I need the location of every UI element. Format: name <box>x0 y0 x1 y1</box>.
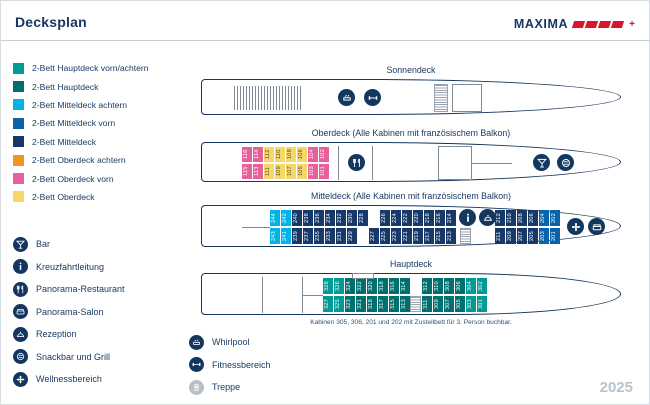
cabin-115[interactable]: 115 <box>242 164 252 179</box>
legend-item <box>13 133 188 151</box>
cabin-304[interactable]: 304 <box>466 278 476 294</box>
legend-swatch <box>13 173 24 184</box>
deck-title-oberdeck: Oberdeck (Alle Kabinen mit französischem Balkon) <box>311 128 511 138</box>
cabin-229[interactable]: 229 <box>347 228 357 244</box>
cabin-211[interactable]: 211 <box>495 228 505 244</box>
deck-hull-oberdeck <box>201 142 621 182</box>
grill-icon <box>13 349 28 364</box>
legend-swatch <box>13 136 24 147</box>
cabin-235[interactable]: 235 <box>314 228 324 244</box>
cabin-102[interactable]: 102 <box>319 147 329 162</box>
sundeck-structure <box>452 84 482 112</box>
cabin-234[interactable]: 234 <box>325 210 335 226</box>
cabin-106[interactable]: 106 <box>297 147 307 162</box>
page-header <box>1 1 650 41</box>
facility-label: Rezeption <box>36 329 77 340</box>
facility-label: Wellnessbereich <box>36 374 102 385</box>
cabin-241[interactable]: 241 <box>281 228 291 244</box>
deck-hull-mitteldeck <box>201 205 621 247</box>
cabin-310[interactable]: 310 <box>433 278 443 294</box>
legend-item <box>13 59 188 77</box>
cabin-116[interactable]: 116 <box>242 147 252 162</box>
rezeption-badge-mitteldeck <box>479 209 496 226</box>
cabin-305[interactable]: 305 <box>455 296 465 312</box>
brand-logo <box>514 17 635 31</box>
cabin-111[interactable]: 111 <box>264 164 274 179</box>
facility-item-kreuzfahrtleitung <box>13 256 193 279</box>
deck-divider <box>338 146 339 180</box>
deck-corridor-line <box>242 227 270 228</box>
cabin-category-legend <box>13 59 188 206</box>
cabin-212[interactable]: 212 <box>495 210 505 226</box>
cabin-325[interactable]: 325 <box>334 296 344 312</box>
legend-swatch <box>13 118 24 129</box>
cabin-202[interactable]: 202 <box>550 210 560 226</box>
cabin-320[interactable]: 320 <box>367 278 377 294</box>
grill-icon <box>557 154 574 171</box>
cabin-322[interactable]: 322 <box>356 278 366 294</box>
wellness-badge-mitteldeck <box>567 218 584 235</box>
facility-label: Kreuzfahrtleitung <box>36 261 105 272</box>
deck-title-mitteldeck: Mitteldeck (Alle Kabinen mit französischem Balkon) <box>311 191 511 201</box>
bell-icon <box>13 327 28 342</box>
cabin-209[interactable]: 209 <box>506 228 516 244</box>
cabin-203[interactable]: 203 <box>539 228 549 244</box>
cabin-311[interactable]: 311 <box>422 296 432 312</box>
cabin-242[interactable]: 242 <box>281 210 291 226</box>
cabin-306[interactable]: 306 <box>455 278 465 294</box>
cabin-218[interactable]: 218 <box>424 210 434 226</box>
facility-item-rezeption <box>13 323 193 346</box>
facility-item-fitnessbereich <box>189 354 389 377</box>
bar-badge-oberdeck <box>533 154 550 171</box>
cabin-323[interactable]: 323 <box>345 296 355 312</box>
legend-swatch <box>13 155 24 166</box>
cabin-223[interactable]: 223 <box>391 228 401 244</box>
facility-legend-secondary <box>189 331 389 399</box>
hauptdeck-structure <box>352 273 374 279</box>
cabin-243[interactable]: 243 <box>270 228 280 244</box>
cabin-113[interactable]: 113 <box>253 164 263 179</box>
cocktail-glass-icon <box>13 237 28 252</box>
cabin-302[interactable]: 302 <box>477 278 487 294</box>
bell-icon <box>479 209 496 226</box>
cabin-note: Kabinen 305, 306, 201 und 202 mit Zustellbett für 3. Person buchbar. <box>310 319 512 326</box>
facility-label: Snackbar und Grill <box>36 351 111 362</box>
cabin-232[interactable]: 232 <box>336 210 346 226</box>
sundeck-seating-area <box>234 86 302 110</box>
cabin-205[interactable]: 205 <box>528 228 538 244</box>
cabin-313[interactable]: 313 <box>400 296 410 312</box>
cabin-222[interactable]: 222 <box>402 210 412 226</box>
legend-item <box>13 114 188 132</box>
cabin-208[interactable]: 208 <box>517 210 527 226</box>
cabin-210[interactable]: 210 <box>506 210 516 226</box>
oberdeck-structure <box>438 146 472 180</box>
facility-item-bar <box>13 233 193 256</box>
cabin-213[interactable]: 213 <box>446 228 456 244</box>
deck-hull-sonnendeck <box>201 79 621 115</box>
cabin-206[interactable]: 206 <box>528 210 538 226</box>
cabin-217[interactable]: 217 <box>424 228 434 244</box>
legend-swatch <box>13 99 24 110</box>
deck-divider <box>372 146 373 180</box>
cabin-204[interactable]: 204 <box>539 210 549 226</box>
deck-corridor-line <box>302 295 323 296</box>
facility-item-panorama-restaurant <box>13 278 193 301</box>
cabin-110[interactable]: 110 <box>275 147 285 162</box>
facility-label: Fitnessbereich <box>212 359 271 370</box>
facility-item-wellnessbereich <box>13 368 193 391</box>
grill-badge-oberdeck <box>557 154 574 171</box>
cabin-224[interactable]: 224 <box>391 210 401 226</box>
cabin-319[interactable]: 319 <box>367 296 377 312</box>
deck-title-hauptdeck: Hauptdeck <box>389 259 433 269</box>
page-title: Decksplan <box>15 14 87 30</box>
legend-label: 2-Bett Mitteldeck achtern <box>32 99 128 110</box>
facility-label: Treppe <box>212 382 241 393</box>
cabin-216[interactable]: 216 <box>435 210 445 226</box>
legend-label: 2-Bett Oberdeck vorn <box>32 173 114 184</box>
cabin-231[interactable]: 231 <box>336 228 346 244</box>
sofa-icon <box>13 304 28 319</box>
cabin-114[interactable]: 114 <box>253 147 263 162</box>
cabin-324[interactable]: 324 <box>345 278 355 294</box>
whirlpool-badge-sonnendeck <box>338 89 355 106</box>
deck-title-sonnendeck: Sonnendeck <box>386 65 436 75</box>
cabin-207[interactable]: 207 <box>517 228 527 244</box>
cabin-109[interactable]: 109 <box>275 164 285 179</box>
cabin-220[interactable]: 220 <box>413 210 423 226</box>
cabin-240[interactable]: 240 <box>292 210 302 226</box>
facility-label: Whirlpool <box>212 337 250 348</box>
cabin-221[interactable]: 221 <box>402 228 412 244</box>
whirlpool-icon <box>189 335 204 350</box>
cabin-105[interactable]: 105 <box>297 164 307 179</box>
cabin-307[interactable]: 307 <box>444 296 454 312</box>
stairs-mitteldeck <box>460 228 471 244</box>
info-icon <box>13 259 28 274</box>
legend-item <box>13 188 188 206</box>
cabin-316[interactable]: 316 <box>389 278 399 294</box>
facility-item-treppe <box>189 376 389 399</box>
cutlery-icon <box>13 282 28 297</box>
legend-label: 2-Bett Hauptdeck vorn/achtern <box>32 63 149 74</box>
cabin-233[interactable]: 233 <box>325 228 335 244</box>
cabin-315[interactable]: 315 <box>389 296 399 312</box>
flower-icon <box>13 372 28 387</box>
facility-legend <box>13 233 193 391</box>
cutlery-icon <box>348 154 365 171</box>
deck-centerline <box>472 163 512 164</box>
cabin-225[interactable]: 225 <box>380 228 390 244</box>
legend-label: 2-Bett Hauptdeck <box>32 81 99 92</box>
cabin-312[interactable]: 312 <box>422 278 432 294</box>
brand-bars-icon <box>573 21 623 28</box>
flower-icon <box>567 218 584 235</box>
legend-swatch <box>13 191 24 202</box>
facility-item-whirlpool <box>189 331 389 354</box>
cabin-228[interactable]: 228 <box>358 210 368 226</box>
restaurant-badge-oberdeck <box>348 154 365 171</box>
cabin-244[interactable]: 244 <box>270 210 280 226</box>
facility-item-panorama-salon <box>13 301 193 324</box>
fitness-badge-sonnendeck <box>364 89 381 106</box>
cabin-309[interactable]: 309 <box>433 296 443 312</box>
legend-item <box>13 96 188 114</box>
cabin-230[interactable]: 230 <box>347 210 357 226</box>
legend-item <box>13 169 188 187</box>
facility-label: Bar <box>36 239 51 250</box>
sofa-icon <box>588 218 605 235</box>
legend-item <box>13 151 188 169</box>
facility-item-snackbar-grill <box>13 346 193 369</box>
cabin-226[interactable]: 226 <box>380 210 390 226</box>
legend-label: 2-Bett Oberdeck achtern <box>32 155 126 166</box>
cabin-112[interactable]: 112 <box>264 147 274 162</box>
brand-name: MAXIMA <box>513 17 569 31</box>
cabin-227[interactable]: 227 <box>369 228 379 244</box>
legend-swatch <box>13 63 24 74</box>
legend-item <box>13 77 188 95</box>
legend-label: 2-Bett Oberdeck <box>32 191 95 202</box>
brand-plus: + <box>629 18 635 30</box>
cabin-215[interactable]: 215 <box>435 228 445 244</box>
cabin-308[interactable]: 308 <box>444 278 454 294</box>
cabin-104[interactable]: 104 <box>308 147 318 162</box>
cabin-303[interactable]: 303 <box>466 296 476 312</box>
year-label: 2025 <box>599 379 633 396</box>
legend-label: 2-Bett Mitteldeck <box>32 136 96 147</box>
stairs-hauptdeck <box>410 296 421 312</box>
whirlpool-icon <box>338 89 355 106</box>
cabin-236[interactable]: 236 <box>314 210 324 226</box>
legend-swatch <box>13 81 24 92</box>
cabin-237[interactable]: 237 <box>303 228 313 244</box>
cabin-327[interactable]: 327 <box>323 296 333 312</box>
cabin-101[interactable]: 101 <box>319 164 329 179</box>
dumbbell-icon <box>364 89 381 106</box>
kreuzfahrtleitung-badge-mitteldeck <box>459 209 476 226</box>
facility-label: Panorama-Restaurant <box>36 284 125 295</box>
cabin-326[interactable]: 326 <box>334 278 344 294</box>
cabin-201[interactable]: 201 <box>550 228 560 244</box>
cabin-314[interactable]: 314 <box>400 278 410 294</box>
cabin-239[interactable]: 239 <box>292 228 302 244</box>
cabin-107[interactable]: 107 <box>286 164 296 179</box>
legend-label: 2-Bett Mitteldeck vorn <box>32 118 116 129</box>
stairs-icon <box>189 380 204 395</box>
dumbbell-icon <box>189 357 204 372</box>
deck-divider <box>262 277 263 313</box>
cabin-103[interactable]: 103 <box>308 164 318 179</box>
cabin-321[interactable]: 321 <box>356 296 366 312</box>
cabin-214[interactable]: 214 <box>446 210 456 226</box>
cabin-318[interactable]: 318 <box>378 278 388 294</box>
cabin-301[interactable]: 301 <box>477 296 487 312</box>
deck-hull-hauptdeck <box>201 273 621 315</box>
salon-badge-mitteldeck <box>588 218 605 235</box>
facility-label: Panorama-Salon <box>36 306 104 317</box>
cabin-219[interactable]: 219 <box>413 228 423 244</box>
cabin-108[interactable]: 108 <box>286 147 296 162</box>
cabin-317[interactable]: 317 <box>378 296 388 312</box>
cabin-328[interactable]: 328 <box>323 278 333 294</box>
info-icon <box>459 209 476 226</box>
stairs-sonnendeck <box>434 84 448 112</box>
cocktail-glass-icon <box>533 154 550 171</box>
cabin-238[interactable]: 238 <box>303 210 313 226</box>
